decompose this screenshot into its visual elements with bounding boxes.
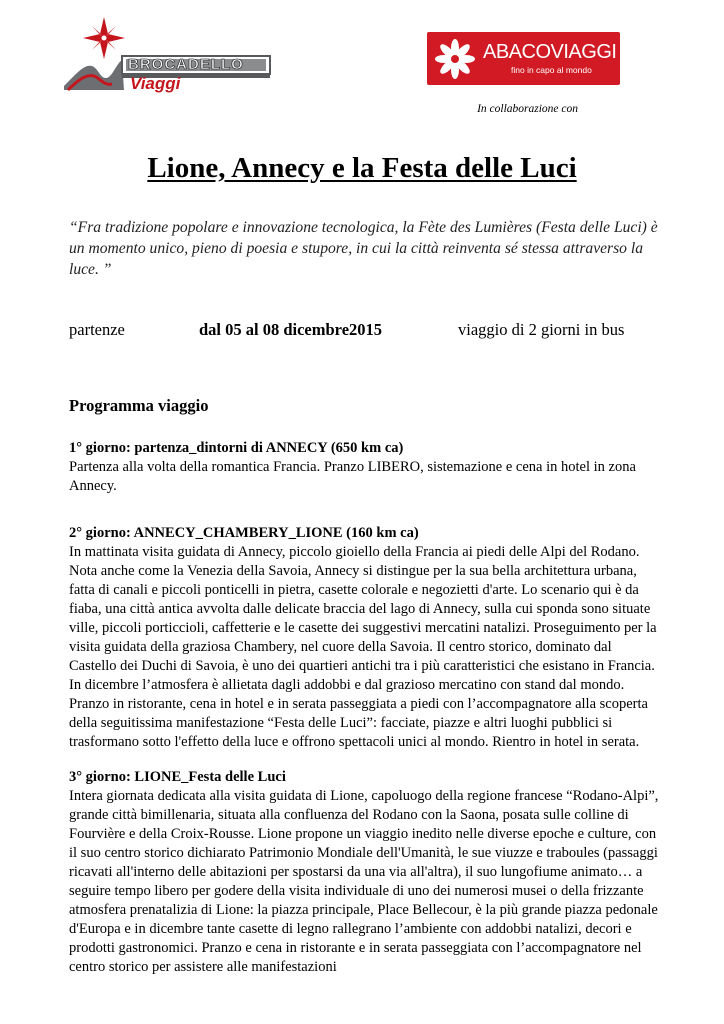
brocadello-name: BROCADELLO [128,56,244,73]
day-3-text: Intera giornata dedicata alla visita guidata di Lione, capoluogo della regione francese “Rodano-Alpi”, grande città bimillenaria, situata alla confluenza del Rodano con la Saona, posata sulle colline di Fourvière e della Croix-Rousse. Lione propone un viaggio inedito nelle diverse epoche e culture, con il suo centro storico dichiarato Patrimonio Mondiale dell'Umanità, le sue viuzze e traboules (passaggi ricavati all'interno delle abitazioni per spostarsi da una via all'altra), il suo lungofiume animato… a seguire tempo libero per godere della visita individuale di uno dei numerosi musei o della frizzante atmosfera prenatalizia di Lione: la piazza principale, Place Bellecour, è la più grande piazza pedonale d'Europa e in dicembre tante casette di legno rallegrano l’ambiente con addobbi natalizi, decori e prodotti gastronomici. Pranzo e cena in ristorante e in serata passeggiata con l’accompagnatore nel centro storico per assistere alle manifestazioni [69,788,659,975]
program-heading: Programma viaggio [69,396,209,415]
departures-label: partenze [69,320,125,339]
day-1-text: Partenza alla volta della romantica Francia. Pranzo LIBERO, sistemazione e cena in hotel in zona Annecy. [69,459,636,494]
abacoviaggi-tagline: fino in capo al mondo [511,65,592,75]
day-3 [69,768,661,977]
abacoviaggi-brand: ABACOVIAGGI [483,41,617,63]
day-2 [69,524,661,752]
departures-trip: viaggio di 2 giorni in bus [458,320,625,339]
day-1-heading: 1° giorno: partenza_dintorni di ANNECY (650 km ca) [69,440,404,456]
abacoviaggi-logo [427,32,620,85]
day-1 [69,439,661,496]
flower-icon [433,37,477,81]
intro-quote: “Fra tradizione popolare e innovazione tecnologica, la Fète des Lumières (Festa delle Luci) è un momento unico, pieno di poesia e stupore, in cui la città reinventa sé stessa attraverso la luce. ” [69,219,658,278]
collaboration-note: In collaborazione con [477,103,578,115]
brocadello-viaggi: Viaggi [130,74,181,93]
day-2-heading: 2° giorno: ANNECY_CHAMBERY_LIONE (160 km ca) [69,525,419,541]
day-3-heading: 3° giorno: LIONE_Festa delle Luci [69,769,286,785]
brocadello-logo [62,16,274,96]
day-2-text: In mattinata visita guidata di Annecy, piccolo gioiello della Francia ai piedi delle Alpi del Rodano. Nota anche come la Venezia della Savoia, Annecy si distingue per la sua bella architettura urbana, fatta di canali e piccoli ponticelli in pietra, casette colorale e negozietti d'arte. Lo scenario qui è da fiaba, una città antica avvolta dalle delicate braccia del lago di Annecy, sulla cui sponda sono situate ville, piccoli porticcioli, caffetterie e le casette dei suggestivi mercatini natalizi. Proseguimento per la visita guidata della graziosa Chambery, nel cuore della Savoia. Il centro storico, dominato dal Castello dei Duchi di Savoia, è uno dei quartieri antichi tra i più caratteristici che esistano in Francia. In dicembre l’atmosfera è allietata dagli addobbi e dal grazioso mercatino con stand dal mondo. Pranzo in ristorante, cena in hotel e in serata passeggiata a piedi con l’accompagnatore alla scoperta della seguitissima manifestazione “Festa delle Luci”: facciate, piazze e altri luoghi pubblici si trasformano sotto l'effetto della luce e offrono spettacoli unici al mondo. Rientro in hotel in serata. [69,544,657,750]
page-title: Lione, Annecy e la Festa delle Luci [147,152,577,184]
departures-dates: dal 05 al 08 dicembre2015 [199,320,383,339]
